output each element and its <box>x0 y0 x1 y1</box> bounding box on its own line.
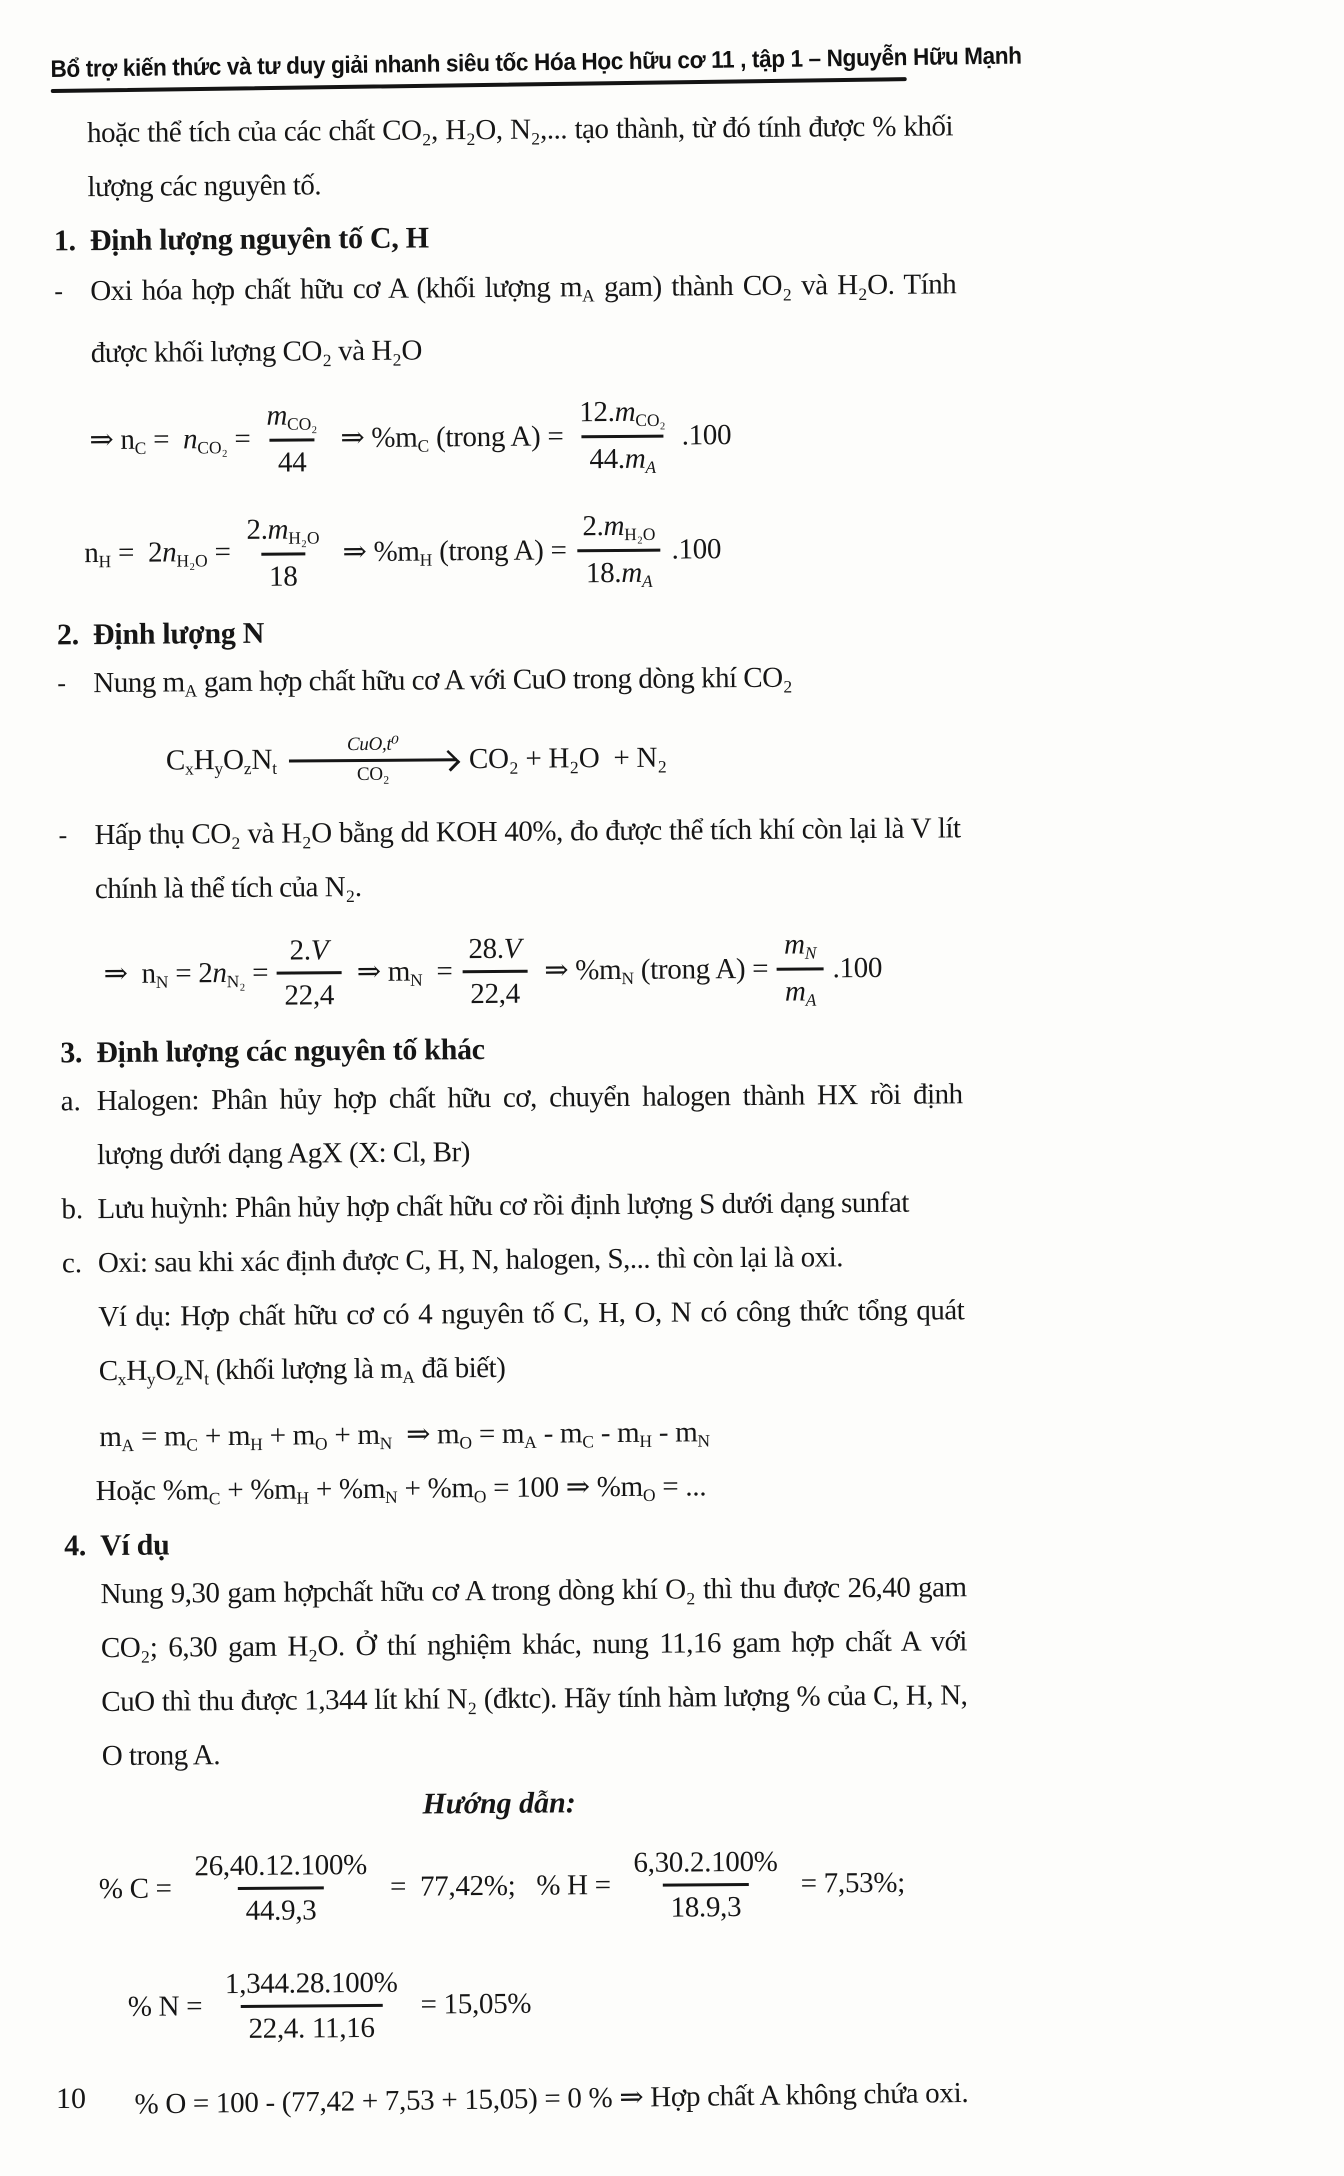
text-run: (khối lượng là m <box>208 1353 403 1387</box>
bullet-cuo <box>57 646 1344 718</box>
text-run: n <box>212 956 227 989</box>
text-run: ⇒ n <box>89 423 135 456</box>
subscript: C <box>134 437 147 458</box>
text-run: n <box>162 536 177 569</box>
section-1-heading <box>54 210 1344 262</box>
text-run: O <box>155 1354 177 1388</box>
fraction-numerator <box>281 932 336 972</box>
text-run: % O = 100 - (77,42 + 7,53 + 15,05) = 0 % ⇒ Hợp chất A không chứa oxi. <box>134 2076 969 2120</box>
text-run: ⇒ n <box>103 957 156 990</box>
formula-hydrogen <box>84 494 1344 604</box>
bullet-cuo-text <box>93 650 959 719</box>
solution-c-tail <box>794 1867 905 1901</box>
item-letter: b. <box>61 1193 84 1226</box>
text-run: V <box>503 932 522 965</box>
solution-nitrogen <box>127 1943 1344 2063</box>
text-run: m <box>784 975 806 1008</box>
subscript: A <box>402 1367 415 1388</box>
fraction-denominator <box>261 552 306 595</box>
text-run: + %m <box>220 1473 297 1507</box>
percent-balance-formula <box>95 1455 1344 1519</box>
fraction-numerator <box>238 511 327 553</box>
text-run: .100 <box>681 418 732 452</box>
running-head-title: Bổ trợ kiến thức và tư duy giải nhanh siêu tốc Hóa Học hữu cơ 11 , tập 1 – Nguyễn Hữu Mạnh <box>50 42 1022 84</box>
text-run: m <box>783 928 805 961</box>
item-sulfur <box>61 1173 1344 1237</box>
text-run: 44 <box>277 445 307 479</box>
text-run: = <box>227 422 251 455</box>
section-3-title: Định lượng các nguyên tố khác <box>96 1033 485 1070</box>
text-run: = 2 <box>168 956 213 990</box>
text-run: n <box>182 422 198 455</box>
subscript: H <box>419 549 433 570</box>
text-run: m <box>99 1420 122 1454</box>
text-run: = 2 <box>110 536 163 569</box>
text-run: Nung 9,30 gam hợpchất hữu cơ A trong dòng khí O₂ thì thu được 26,40 gam CO₂; 6,30 gam H₂O. Ở thí nghiệm khác, nung 11,16 gam hợp chất A với CuO thì thu được 1,344 lít khí N₂ (đktc). Hãy tính hàm lượng % của C, H, N, O trong A. <box>100 1570 968 1772</box>
text-run: 18 <box>268 560 298 593</box>
section-4-title: Ví dụ <box>99 1528 170 1562</box>
mass-balance-formula <box>99 1401 1344 1465</box>
reaction-lhs <box>166 743 277 779</box>
text-run: V <box>310 933 329 967</box>
solution-n-tail <box>414 1988 532 2022</box>
text-run: Hoặc %m <box>95 1474 209 1508</box>
formula-carbon-lead <box>89 420 250 458</box>
fraction <box>238 511 328 595</box>
text-run: n <box>84 536 99 569</box>
subscript: C <box>186 1434 199 1455</box>
section-4-number: 4. <box>63 1528 87 1563</box>
text-run: m <box>614 395 636 428</box>
subscript: A <box>641 570 653 591</box>
fraction-numerator <box>574 507 663 549</box>
formula-carbon-mid <box>333 418 563 457</box>
text-run: = <box>207 535 231 568</box>
text-run: (trong A) = <box>432 533 567 568</box>
subscript: C <box>417 435 430 456</box>
section-2-number: 2. <box>56 618 80 652</box>
fraction <box>217 1965 406 2048</box>
text-run: + m <box>197 1419 251 1453</box>
solution-n-lead <box>128 1990 210 2024</box>
text-run: m <box>266 399 288 432</box>
text-run: 1,344.28.100% <box>224 1966 398 2001</box>
subscript: N <box>697 1430 711 1451</box>
solution-oxygen <box>134 2059 1344 2130</box>
subscript: A <box>184 680 198 701</box>
text-run: + %m <box>308 1472 386 1506</box>
subscript: t <box>272 757 278 778</box>
formula-nitrogen-lead <box>103 955 268 994</box>
solution-c-lead <box>99 1873 179 1907</box>
subscript: H₂O <box>288 527 320 548</box>
text-run: Halogen: Phân hủy hợp chất hữu cơ, chuyển halogen thành HX rồi định lượng dưới dạng AgX (X: Cl, Br) <box>96 1078 963 1172</box>
example-note <box>98 1284 965 1407</box>
text-run: % C = <box>98 1872 179 1906</box>
subscript: A <box>581 285 595 306</box>
page-number: 10 <box>56 2082 86 2115</box>
text-run: C <box>165 744 186 777</box>
fraction <box>625 1844 786 1927</box>
exercise-paragraph <box>100 1560 968 1783</box>
fraction-numerator <box>625 1844 785 1885</box>
section-1-title: Định lượng nguyên tố C, H <box>89 221 429 258</box>
fraction-numerator <box>186 1847 375 1888</box>
bullet-koh <box>58 799 1344 917</box>
arrow-condition-top: CuO,t⁰ <box>346 733 399 756</box>
text-run: (trong A) = <box>428 420 564 454</box>
text-run: % N = <box>127 1990 210 2024</box>
item-letter: a. <box>60 1085 81 1118</box>
text-run: CO₂ + H₂O + N₂ <box>468 741 667 776</box>
text-run: 28. <box>468 932 504 965</box>
arrow-condition-bottom: CO₂ <box>356 763 390 785</box>
bullet-dash: - <box>58 820 68 850</box>
text-run: + m <box>327 1418 380 1452</box>
bullet-oxidation-text <box>90 257 957 380</box>
formula-nitrogen-tail <box>832 952 882 985</box>
text-run: 22,4 <box>470 977 521 1011</box>
page-header <box>50 42 1022 93</box>
item-halogen-text <box>96 1068 963 1183</box>
reaction-arrow <box>289 734 457 786</box>
text-run: = <box>245 956 269 989</box>
fraction <box>574 507 664 593</box>
fraction-denominator <box>270 438 315 481</box>
subscript: CO₂ <box>287 413 318 434</box>
solution-o-text <box>134 2074 968 2121</box>
formula-hydrogen-mid <box>335 532 566 571</box>
subscript: x <box>184 758 194 779</box>
subscript: N <box>804 942 817 963</box>
subscript: t <box>204 1368 210 1389</box>
subscript: N₂ <box>226 970 246 992</box>
subscript: O <box>314 1433 328 1454</box>
subscript: H <box>639 1430 653 1452</box>
text-run: ⇒ %m <box>537 953 622 987</box>
text-run: 6,30.2.100% <box>633 1845 778 1879</box>
fraction-numerator <box>258 397 325 438</box>
section-3-number: 3. <box>60 1036 83 1070</box>
formula-carbon <box>89 380 1344 490</box>
subscript: O <box>642 1484 656 1506</box>
bullet-dash: - <box>54 276 64 306</box>
fraction-numerator <box>217 1965 406 2006</box>
solution-carbon-hydrogen <box>98 1827 1344 1943</box>
text-run: 12. <box>579 395 615 429</box>
text-run: = 7,53%; <box>793 1866 906 1900</box>
fraction-denominator <box>777 967 825 1011</box>
text-run: 2. <box>289 934 311 967</box>
formula-carbon-tail <box>682 419 732 452</box>
text-run: + m <box>262 1419 316 1452</box>
text-run: Oxi: sau khi xác định được C, H, N, halogen, S,... thì còn lại là oxi. <box>97 1241 844 1280</box>
text-run: - m <box>536 1417 583 1450</box>
text-run: đã biết) <box>414 1352 506 1386</box>
fraction <box>276 932 342 1014</box>
subscript: N <box>409 969 423 990</box>
text-run: .100 <box>832 951 883 985</box>
formula-hydrogen-tail <box>671 533 721 566</box>
text-run: m <box>624 442 646 475</box>
item-halogen <box>60 1065 1344 1183</box>
text-run: Hấp thụ CO₂ và H₂O bằng dd KOH 40%, đo được thể tích khí còn lại là V lít chính là thể tích của N₂. <box>94 812 961 906</box>
fraction-denominator <box>662 1883 749 1926</box>
fraction <box>186 1847 375 1930</box>
fraction <box>571 393 674 479</box>
subscript: H₂O <box>624 523 656 544</box>
text-run: H <box>193 743 215 777</box>
subscript: H <box>296 1487 310 1508</box>
formula-nitrogen <box>103 915 1344 1025</box>
formula-hydrogen-lead <box>84 536 231 572</box>
text-run: Lưu huỳnh: Phân hủy hợp chất hữu cơ rồi định lượng S dưới dạng sunfat <box>97 1187 910 1226</box>
text-run: gam hợp chất hữu cơ A với CuO trong dòng khí CO₂ <box>197 661 793 699</box>
text-run: 22,4 <box>284 979 335 1012</box>
text-run: = 77,42%; % H = <box>383 1869 618 1904</box>
fraction-numerator <box>571 393 674 435</box>
text-run: 2. <box>582 509 604 542</box>
section-1-number: 1. <box>53 224 76 258</box>
text-run: - m <box>593 1416 640 1450</box>
subscript: A <box>805 989 817 1010</box>
text-run: gam) thành CO₂ và H₂O. Tính được khối lượng CO₂ và H₂O <box>90 268 957 370</box>
fraction <box>460 930 529 1012</box>
fraction-numerator <box>460 930 529 970</box>
fraction-denominator <box>578 548 661 593</box>
text-run: 2. <box>246 513 268 546</box>
text-run: O <box>222 743 244 776</box>
subscript: N <box>155 971 169 992</box>
subscript: H₂O <box>176 550 208 571</box>
reaction-equation <box>166 715 1344 800</box>
bullet-koh-text <box>94 802 961 917</box>
subscript: A <box>121 1435 135 1456</box>
text-run: = <box>146 422 184 456</box>
section-2-title: Định lượng N <box>92 616 265 652</box>
text-run: ⇒ m <box>392 1418 460 1451</box>
text-run: N <box>251 743 273 776</box>
solution-c-mid <box>383 1869 618 1904</box>
subscript: H <box>250 1434 263 1455</box>
fraction-denominator <box>462 970 528 1013</box>
subscript: O <box>459 1432 473 1453</box>
text-run: = 15,05% <box>413 1987 532 2021</box>
text-run: 26,40.12.100% <box>194 1848 368 1883</box>
subscript: C <box>582 1431 594 1452</box>
fraction <box>776 926 825 1011</box>
text-run: 18. <box>585 556 622 589</box>
item-letter: c. <box>61 1247 83 1280</box>
text-run: - m <box>651 1416 698 1449</box>
subscript: A <box>645 456 657 477</box>
text-run: 18.9,3 <box>670 1891 742 1924</box>
mass-balance-text <box>99 1414 710 1456</box>
text-run: ⇒ %m <box>333 421 418 454</box>
text-run: m <box>603 509 625 542</box>
formula-nitrogen-mid1 <box>350 953 453 991</box>
text-run: ⇒ m <box>349 955 411 988</box>
fraction-denominator <box>240 2004 382 2047</box>
subscript: y <box>214 758 224 779</box>
section-4-heading <box>64 1515 1344 1567</box>
text-run: 44. <box>589 442 625 475</box>
intro-paragraph: hoặc thể tích của các chất CO₂, H₂O, N₂,... tạo thành, từ đó tính được % khối lượng các nguyên tố. <box>86 110 954 204</box>
item-oxygen <box>62 1227 1344 1291</box>
reaction-rhs <box>469 742 667 777</box>
bullet-dash: - <box>57 668 67 698</box>
text-run: 22,4. 11,16 <box>248 2012 375 2046</box>
subscript: C <box>208 1488 221 1509</box>
text-run: ⇒ %m <box>335 535 420 568</box>
text-run: = m <box>471 1417 525 1451</box>
text-run: m <box>621 556 643 589</box>
subscript: N <box>379 1433 393 1454</box>
text-run: N <box>183 1354 205 1387</box>
bullet-oxidation <box>54 254 1344 380</box>
text-run: 44.9,3 <box>245 1894 317 1928</box>
subscript: N <box>621 967 635 989</box>
text-run: Ví dụ: Hợp chất hữu cơ có 4 nguyên tố C, H, O, N có công thức tổng quát C <box>98 1294 965 1388</box>
text-run: .100 <box>671 532 722 566</box>
item-sulfur-text <box>97 1176 963 1237</box>
subscript: CO₂ <box>197 436 228 458</box>
fraction-denominator <box>581 434 664 479</box>
fraction-denominator <box>238 1886 325 1929</box>
item-oxygen-text <box>98 1230 964 1291</box>
subscript: z <box>243 757 252 778</box>
text-run: Oxi hóa hợp chất hữu cơ A (khối lượng m <box>90 271 583 308</box>
text-run: (trong A) = <box>633 952 769 986</box>
fraction-numerator <box>776 926 825 967</box>
text-run: m <box>267 513 289 546</box>
text-run: = <box>422 955 453 988</box>
subscript: y <box>146 1369 156 1390</box>
subscript: A <box>524 1431 537 1452</box>
formula-nitrogen-mid2 <box>537 951 768 990</box>
subscript: x <box>117 1369 127 1390</box>
text-run: + %m <box>397 1472 474 1505</box>
subscript: CO₂ <box>635 409 666 430</box>
solution-heading: Hướng dẫn: <box>422 1785 576 1821</box>
text-run: = ... <box>655 1470 707 1503</box>
subscript: z <box>175 1369 184 1390</box>
fraction <box>258 397 326 481</box>
fraction-denominator <box>276 971 342 1014</box>
subscript: O <box>473 1486 487 1507</box>
right-arrow-icon <box>289 758 457 762</box>
text-run: = 100 ⇒ %m <box>486 1470 643 1505</box>
percent-balance-text <box>96 1468 707 1510</box>
subscript: N <box>385 1486 398 1508</box>
subscript: H <box>98 550 112 571</box>
text-run: Nung m <box>93 666 185 700</box>
text-run: H <box>126 1355 147 1388</box>
text-run: = m <box>133 1420 187 1453</box>
